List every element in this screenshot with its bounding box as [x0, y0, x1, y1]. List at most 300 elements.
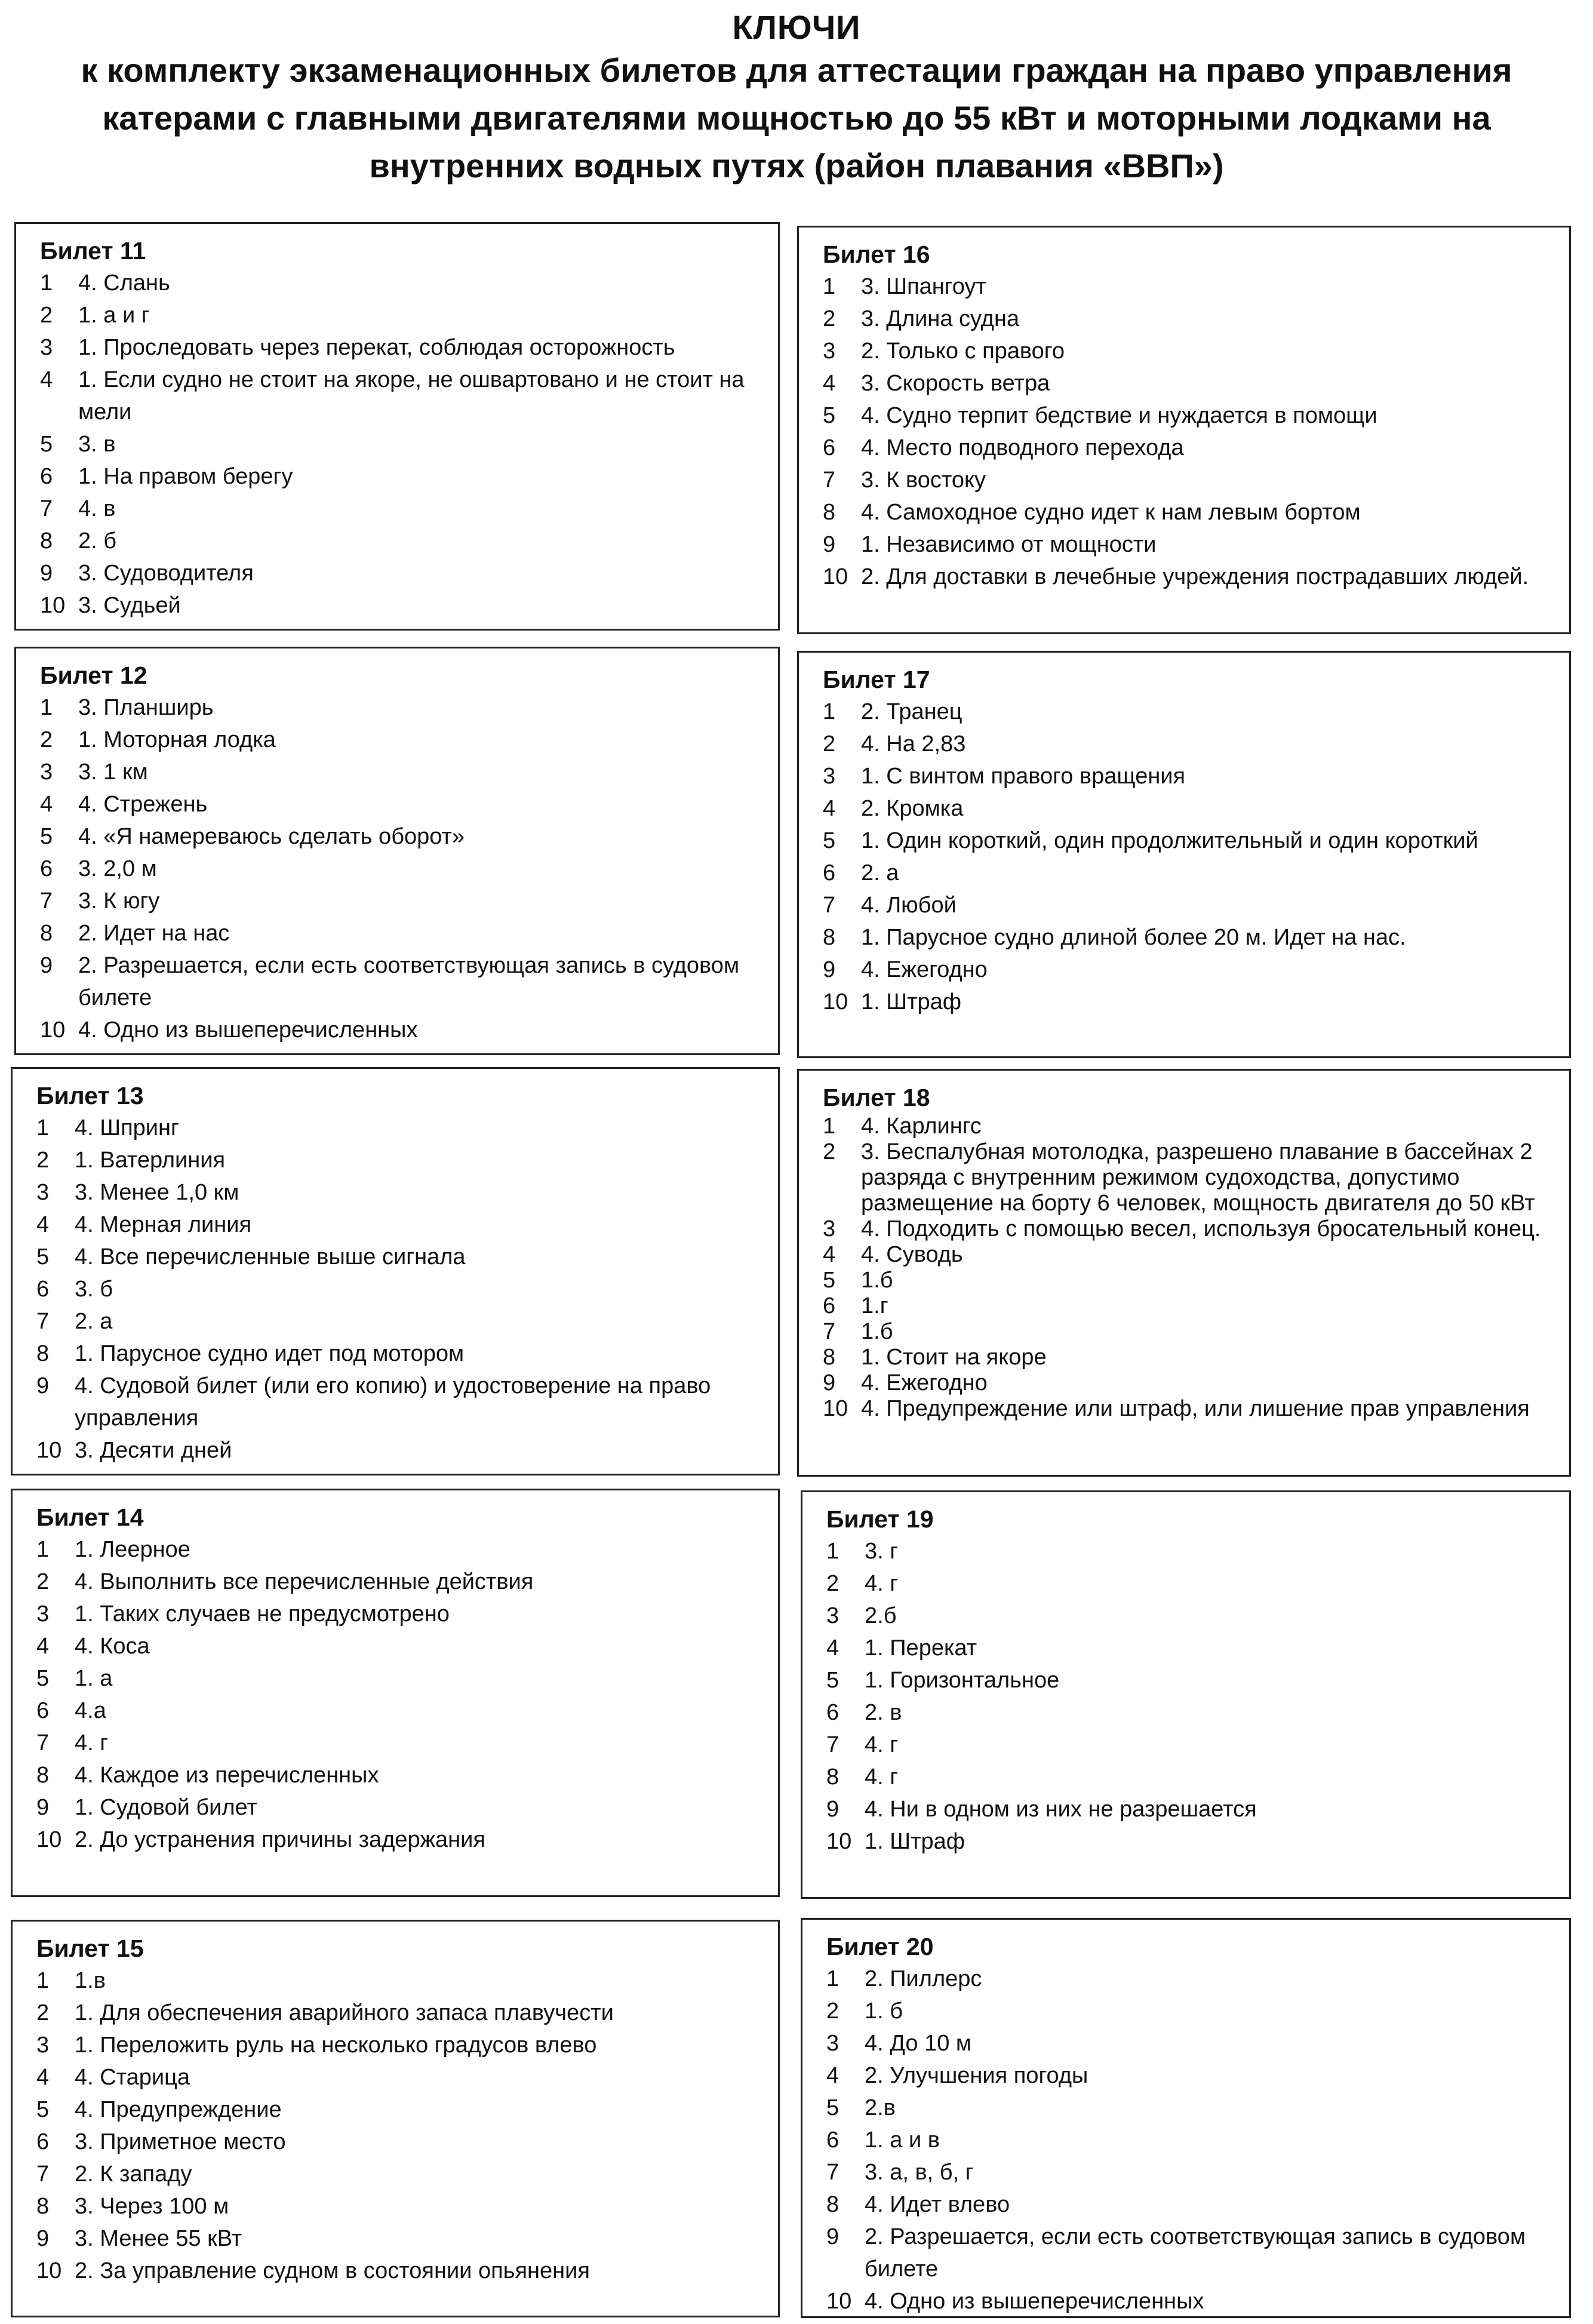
answer-text: 2. Разрешается, если есть соответствующая запись в судовом билете	[78, 953, 740, 1010]
answer-text: 1. Судовой билет	[75, 1795, 257, 1820]
question-number: 1	[823, 1114, 836, 1139]
answer-row	[36, 1144, 764, 1176]
answer-text: 3. б	[75, 1277, 113, 1302]
question-number: 6	[36, 1277, 50, 1302]
answer-row	[36, 2222, 764, 2255]
question-number: 1	[826, 1539, 839, 1564]
ticket-title: Билет 14	[36, 1504, 144, 1531]
answer-text: 4. Коса	[75, 1634, 150, 1659]
ticket-title: Билет 15	[36, 1935, 144, 1962]
answer-row	[826, 1696, 1555, 1729]
question-number: 3	[823, 1216, 836, 1241]
answer-row	[36, 1241, 764, 1273]
answer-row	[826, 1825, 1555, 1858]
answer-row	[36, 1598, 764, 1630]
question-number: 6	[36, 2129, 50, 2154]
answer-text: 3. Судоводителя	[78, 561, 254, 586]
answer-list	[36, 1533, 764, 1856]
question-number: 6	[826, 1700, 839, 1725]
question-number: 7	[823, 1319, 836, 1344]
answer-text: 3. Шпангоут	[861, 274, 986, 299]
answer-row	[823, 1216, 1555, 1242]
answer-row	[826, 1567, 1555, 1600]
answer-text: 4. г	[865, 1764, 899, 1790]
question-number: 2	[36, 1148, 50, 1173]
page-subtitle-line-3: внутренних водных путях (район плавания «ВВП»)	[369, 147, 1224, 185]
question-number: 5	[823, 1268, 836, 1293]
answer-row	[36, 1338, 764, 1370]
question-number: 10	[36, 1827, 62, 1852]
question-number: 2	[823, 306, 836, 331]
question-number: 3	[36, 2033, 50, 2058]
question-number: 8	[823, 500, 836, 525]
answer-row	[36, 2094, 764, 2126]
answer-text: 1. а и г	[78, 303, 150, 328]
ticket-title: Билет 19	[826, 1505, 934, 1533]
ticket-title: Билет 16	[823, 241, 930, 268]
answer-row	[823, 399, 1555, 432]
question-number: 8	[823, 925, 836, 950]
question-number: 1	[36, 1968, 50, 1993]
question-number: 4	[823, 1242, 836, 1267]
answer-row	[40, 853, 764, 885]
ticket-18-card	[797, 1069, 1571, 1477]
answer-text: 2. К западу	[75, 2162, 192, 2187]
question-number: 2	[36, 1569, 50, 1594]
answer-row	[823, 1242, 1555, 1268]
answer-text: 3. Десяти дней	[75, 1438, 232, 1463]
question-number: 7	[823, 893, 836, 918]
answer-row	[40, 364, 764, 428]
answer-text: 4. Каждое из перечисленных	[75, 1763, 379, 1788]
question-number: 9	[823, 957, 836, 982]
answer-row	[36, 1662, 764, 1695]
question-number: 8	[36, 1341, 50, 1366]
answer-row	[36, 1695, 764, 1727]
answer-row	[826, 2124, 1555, 2156]
answer-row	[823, 367, 1555, 399]
question-number: 3	[826, 2031, 839, 2056]
answer-text: 1. а и в	[865, 2128, 940, 2153]
question-number: 1	[36, 1537, 50, 1562]
question-number: 3	[823, 339, 836, 364]
answer-text: 3. К югу	[78, 889, 160, 914]
answer-text: 3. Судьей	[78, 593, 181, 618]
answer-text: 4. в	[78, 496, 116, 521]
question-number: 1	[40, 695, 53, 720]
question-number: 10	[826, 2289, 852, 2314]
question-number: 9	[36, 1795, 50, 1820]
answer-text: 1. Один короткий, один продолжительный и один короткий	[861, 828, 1478, 853]
question-number: 4	[823, 796, 836, 821]
answer-row	[826, 1995, 1555, 2027]
question-number: 4	[40, 367, 53, 392]
answer-list	[823, 270, 1555, 593]
answer-row	[823, 528, 1555, 561]
answer-row	[40, 949, 764, 1014]
answer-row	[40, 525, 764, 557]
answer-row	[823, 496, 1555, 528]
answer-text: 3. 1 км	[78, 760, 148, 785]
ticket-title: Билет 11	[40, 237, 146, 265]
answer-text: 4. Судно терпит бедствие и нуждается в помощи	[861, 403, 1377, 428]
answer-text: 4. Стрежень	[78, 792, 208, 817]
question-number: 4	[36, 2065, 50, 2090]
answer-text: 1. Штраф	[865, 1829, 965, 1854]
ticket-20-card	[801, 1918, 1571, 2318]
answer-row	[826, 2285, 1555, 2317]
answer-text: 3. Через 100 м	[75, 2194, 229, 2219]
question-number: 9	[823, 1370, 836, 1395]
answer-row	[823, 270, 1555, 303]
answer-text: 4. Ни в одном из них не разрешается	[865, 1797, 1257, 1822]
answer-text: 4. Шпринг	[75, 1115, 179, 1141]
answer-text: 4. г	[75, 1730, 109, 1756]
answer-text: 1.б	[861, 1268, 893, 1293]
question-number: 9	[40, 561, 53, 586]
answer-row	[36, 1824, 764, 1856]
answer-row	[823, 1370, 1555, 1396]
answer-row	[823, 464, 1555, 496]
answer-text: 3. г	[865, 1539, 899, 1564]
question-number: 10	[40, 1017, 66, 1043]
answer-text: 1. Моторная лодка	[78, 727, 276, 752]
question-number: 4	[36, 1212, 50, 1237]
answer-row	[40, 428, 764, 460]
question-number: 7	[36, 1730, 50, 1756]
answer-list	[826, 1535, 1555, 1858]
question-number: 3	[823, 764, 836, 789]
answer-row	[40, 885, 764, 917]
answer-list	[36, 1965, 764, 2287]
question-number: 4	[823, 371, 836, 396]
answer-text: 1. Проследовать через перекат, соблюдая осторожность	[78, 335, 675, 360]
answer-row	[826, 2221, 1555, 2285]
question-number: 3	[826, 1603, 839, 1628]
question-number: 4	[826, 1636, 839, 1661]
question-number: 4	[826, 2063, 839, 2088]
answer-row	[826, 1600, 1555, 1632]
answer-row	[40, 589, 764, 622]
answer-row	[40, 299, 764, 331]
question-number: 3	[40, 335, 53, 360]
answer-text: 1. Если судно не стоит на якоре, не ошвартовано и не стоит на мели	[78, 367, 745, 425]
question-number: 4	[40, 792, 53, 817]
question-number: 5	[36, 1666, 50, 1691]
answer-text: 1. Горизонтальное	[865, 1668, 1060, 1693]
page-header	[0, 8, 1593, 190]
answer-text: 4. Выполнить все перечисленные действия	[75, 1569, 534, 1594]
answer-row	[823, 1114, 1555, 1139]
answer-text: 4. Самоходное судно идет к нам левым бортом	[861, 500, 1361, 525]
answer-row	[40, 724, 764, 756]
question-number: 1	[40, 270, 53, 296]
answer-row	[40, 917, 764, 949]
question-number: 5	[40, 432, 53, 457]
answer-text: 2. Идет на нас	[78, 921, 230, 946]
answer-row	[826, 2092, 1555, 2124]
question-number: 7	[40, 889, 53, 914]
answer-row	[823, 825, 1555, 857]
answer-text: 4. Одно из вышеперечисленных	[78, 1017, 418, 1043]
answer-row	[823, 889, 1555, 921]
answer-row	[36, 1305, 764, 1338]
answer-text: 2. а	[861, 860, 899, 886]
ticket-title: Билет 17	[823, 666, 930, 693]
answer-text: 1. С винтом правого вращения	[861, 764, 1186, 789]
answer-text: 1. Стоит на якоре	[861, 1345, 1047, 1370]
answer-text: 2. Улучшения погоды	[865, 2063, 1088, 2088]
answer-text: 4. г	[865, 1571, 899, 1596]
question-number: 10	[36, 2258, 62, 2283]
answer-text: 3. а, в, б, г	[865, 2160, 974, 2185]
answer-text: 4. Одно из вышеперечисленных	[865, 2289, 1204, 2314]
answer-text: 1. Леерное	[75, 1537, 190, 1562]
answer-row	[40, 331, 764, 364]
question-number: 10	[823, 1396, 848, 1421]
answer-text: 4. Ежегодно	[861, 1370, 988, 1395]
answer-text: 3. Менее 1,0 км	[75, 1180, 239, 1205]
answer-row	[36, 1566, 764, 1598]
question-number: 6	[823, 435, 836, 460]
question-number: 1	[823, 274, 836, 299]
answer-text: 2. За управление судном в состоянии опьянения	[75, 2258, 590, 2283]
answer-text: 1. Перекат	[865, 1636, 977, 1661]
answer-text: 4. Предупреждение или штраф, или лишение прав управления	[861, 1396, 1530, 1421]
question-number: 2	[826, 1999, 839, 2024]
answer-list	[823, 696, 1555, 1018]
question-number: 8	[40, 921, 53, 946]
question-number: 5	[826, 2095, 839, 2120]
question-number: 8	[823, 1345, 836, 1370]
answer-text: 4. Старица	[75, 2065, 190, 2090]
question-number: 9	[823, 532, 836, 557]
answer-text: 1. Таких случаев не предусмотрено	[75, 1601, 450, 1627]
answer-row	[823, 792, 1555, 825]
answer-row	[823, 1268, 1555, 1293]
answer-text: 4. Карлингс	[861, 1114, 982, 1139]
answer-text: 4. Предупреждение	[75, 2097, 282, 2122]
question-number: 10	[40, 593, 66, 618]
question-number: 8	[36, 1763, 50, 1788]
answer-text: 2. б	[78, 528, 117, 554]
answer-text: 4. Судовой билет (или его копию) и удостоверение на право управления	[75, 1373, 711, 1431]
answer-text: 2. До устранения причины задержания	[75, 1827, 485, 1852]
answer-list	[40, 691, 764, 1046]
answer-text: 3. Планширь	[78, 695, 214, 720]
question-number: 4	[36, 1634, 50, 1659]
answer-text: 3. Длина судна	[861, 306, 1020, 331]
ticket-12-card	[14, 647, 780, 1055]
answer-text: 3. Скорость ветра	[861, 371, 1050, 396]
answer-row	[823, 1345, 1555, 1370]
question-number: 10	[823, 564, 848, 589]
answer-text: 4. Слань	[78, 270, 170, 296]
answer-row	[826, 1963, 1555, 1995]
answer-text: 4. Подходить с помощью весел, используя бросательный конец.	[861, 1216, 1541, 1241]
answer-text: 1.б	[861, 1319, 893, 1344]
answer-text: 2.б	[865, 1603, 897, 1628]
answer-row	[823, 561, 1555, 593]
answer-text: 1. а	[75, 1666, 113, 1691]
answer-text: 4.а	[75, 1698, 106, 1723]
question-number: 5	[36, 2097, 50, 2122]
question-number: 6	[823, 1293, 836, 1318]
question-number: 9	[826, 2224, 839, 2249]
question-number: 5	[36, 1244, 50, 1269]
answer-row	[40, 1014, 764, 1046]
answer-row	[36, 2255, 764, 2287]
answer-row	[36, 1997, 764, 2029]
ticket-17-card	[797, 651, 1571, 1058]
answer-text: 3. Менее 55 кВт	[75, 2226, 242, 2251]
answer-text: 1.г	[861, 1293, 888, 1318]
answer-row	[823, 1293, 1555, 1319]
answer-row	[823, 335, 1555, 367]
question-number: 2	[36, 2000, 50, 2025]
question-number: 5	[823, 403, 836, 428]
answer-text: 4. «Я намереваюсь сделать оборот»	[78, 824, 465, 849]
question-number: 2	[823, 1139, 836, 1164]
answer-text: 3. в	[78, 432, 116, 457]
answer-text: 1. Парусное судно идет под мотором	[75, 1341, 465, 1366]
question-number: 9	[36, 2226, 50, 2251]
answer-row	[826, 2059, 1555, 2092]
question-number: 5	[40, 824, 53, 849]
answer-text: 2. Транец	[861, 699, 962, 724]
answer-text: 1. Ватерлиния	[75, 1148, 226, 1173]
page-subtitle-line-1: к комплекту экзаменационных билетов для аттестации граждан на право управления	[81, 51, 1512, 89]
question-number: 6	[36, 1698, 50, 1723]
answer-text: 2. Пиллерс	[865, 1966, 982, 1991]
answer-text: 1. Переложить руль на несколько градусов влево	[75, 2033, 597, 2058]
question-number: 2	[40, 727, 53, 752]
answer-row	[826, 1729, 1555, 1761]
answer-text: 1. Парусное судно длиной более 20 м. Идет на нас.	[861, 925, 1406, 950]
question-number: 5	[823, 828, 836, 853]
answer-list	[826, 1963, 1555, 2317]
answer-row	[40, 691, 764, 724]
answer-text: 3. Приметное место	[75, 2129, 286, 2154]
ticket-title: Билет 18	[823, 1084, 930, 1111]
answer-text: 4. Ежегодно	[861, 957, 988, 982]
answer-text: 4. Суводь	[861, 1242, 963, 1267]
question-number: 7	[36, 2162, 50, 2187]
question-number: 9	[826, 1797, 839, 1822]
answer-list	[40, 267, 764, 622]
answer-row	[36, 2061, 764, 2094]
answer-row	[823, 921, 1555, 954]
answer-row	[826, 1664, 1555, 1696]
ticket-19-card	[801, 1490, 1571, 1899]
question-number: 6	[823, 860, 836, 886]
answer-text: 1. б	[865, 1999, 903, 2024]
question-number: 3	[36, 1601, 50, 1627]
answer-row	[823, 432, 1555, 464]
ticket-title: Билет 12	[40, 662, 147, 689]
answer-row	[40, 820, 764, 853]
ticket-title: Билет 20	[826, 1933, 934, 1960]
answer-row	[36, 1176, 764, 1209]
answer-row	[823, 303, 1555, 335]
answer-text: 2. Только с правого	[861, 339, 1065, 364]
question-number: 10	[826, 1829, 852, 1854]
answer-text: 4. Любой	[861, 893, 957, 918]
answer-text: 3. К востоку	[861, 468, 986, 493]
question-number: 7	[826, 1732, 839, 1757]
answer-text: 2. в	[865, 1700, 902, 1725]
answer-list	[823, 1114, 1555, 1422]
answer-row	[826, 2188, 1555, 2221]
answer-row	[826, 2027, 1555, 2059]
question-number: 3	[36, 1180, 50, 1205]
answer-row	[826, 2156, 1555, 2188]
answer-row	[826, 1632, 1555, 1664]
answer-text: 2. Кромка	[861, 796, 964, 821]
answer-row	[40, 267, 764, 299]
question-number: 8	[826, 2192, 839, 2217]
question-number: 6	[40, 464, 53, 489]
answer-row	[36, 1112, 764, 1144]
answer-text: 1.в	[75, 1968, 106, 1993]
answer-row	[36, 1434, 764, 1467]
question-number: 1	[36, 1115, 50, 1141]
question-number: 9	[40, 953, 53, 978]
question-number: 8	[36, 2194, 50, 2219]
answer-text: 3. Беспалубная мотолодка, разрешено плавание в бассейнах 2 разряда с внутренним режимом судоходства, допустимо размещение на борту 6 человек, мощность двигателя до 50 кВт	[861, 1139, 1535, 1216]
answer-row	[823, 1319, 1555, 1345]
answer-row	[40, 788, 764, 820]
answer-list	[36, 1112, 764, 1467]
answer-row	[36, 1630, 764, 1662]
ticket-title: Билет 13	[36, 1082, 144, 1109]
answer-row	[40, 493, 764, 525]
answer-row	[40, 557, 764, 589]
answer-row	[36, 1727, 764, 1759]
question-number: 1	[823, 699, 836, 724]
answer-row	[36, 1370, 764, 1434]
answer-text: 2. Для доставки в лечебные учреждения пострадавших людей.	[861, 564, 1529, 589]
answer-text: 2.в	[865, 2095, 896, 2120]
question-number: 8	[40, 528, 53, 554]
answer-row	[826, 1793, 1555, 1825]
question-number: 2	[826, 1571, 839, 1596]
question-number: 7	[823, 468, 836, 493]
question-number: 6	[40, 856, 53, 881]
answer-text: 4. Место подводного перехода	[861, 435, 1184, 460]
answer-text: 2. а	[75, 1309, 113, 1334]
answer-text: 1. На правом берегу	[78, 464, 293, 489]
answer-row	[823, 954, 1555, 986]
answer-text: 4. На 2,83	[861, 731, 966, 757]
answer-text: 2. Разрешается, если есть соответствующая запись в судовом билете	[865, 2224, 1526, 2282]
page-title: КЛЮЧИ	[732, 8, 861, 46]
answer-row	[823, 857, 1555, 889]
answer-row	[36, 2126, 764, 2158]
answer-text: 1. Для обеспечения аварийного запаса плавучести	[75, 2000, 614, 2025]
question-number: 3	[40, 760, 53, 785]
answer-row	[823, 986, 1555, 1018]
question-number: 10	[36, 1438, 62, 1463]
answer-row	[826, 1761, 1555, 1793]
ticket-14-card	[11, 1489, 780, 1897]
answer-row	[823, 760, 1555, 792]
answer-row	[36, 1533, 764, 1566]
answer-text: 4. До 10 м	[865, 2031, 972, 2056]
page-subtitle-line-2: катерами с главными двигателями мощностью до 55 кВт и моторными лодками на	[102, 99, 1491, 137]
question-number: 1	[826, 1966, 839, 1991]
answer-row	[40, 756, 764, 788]
